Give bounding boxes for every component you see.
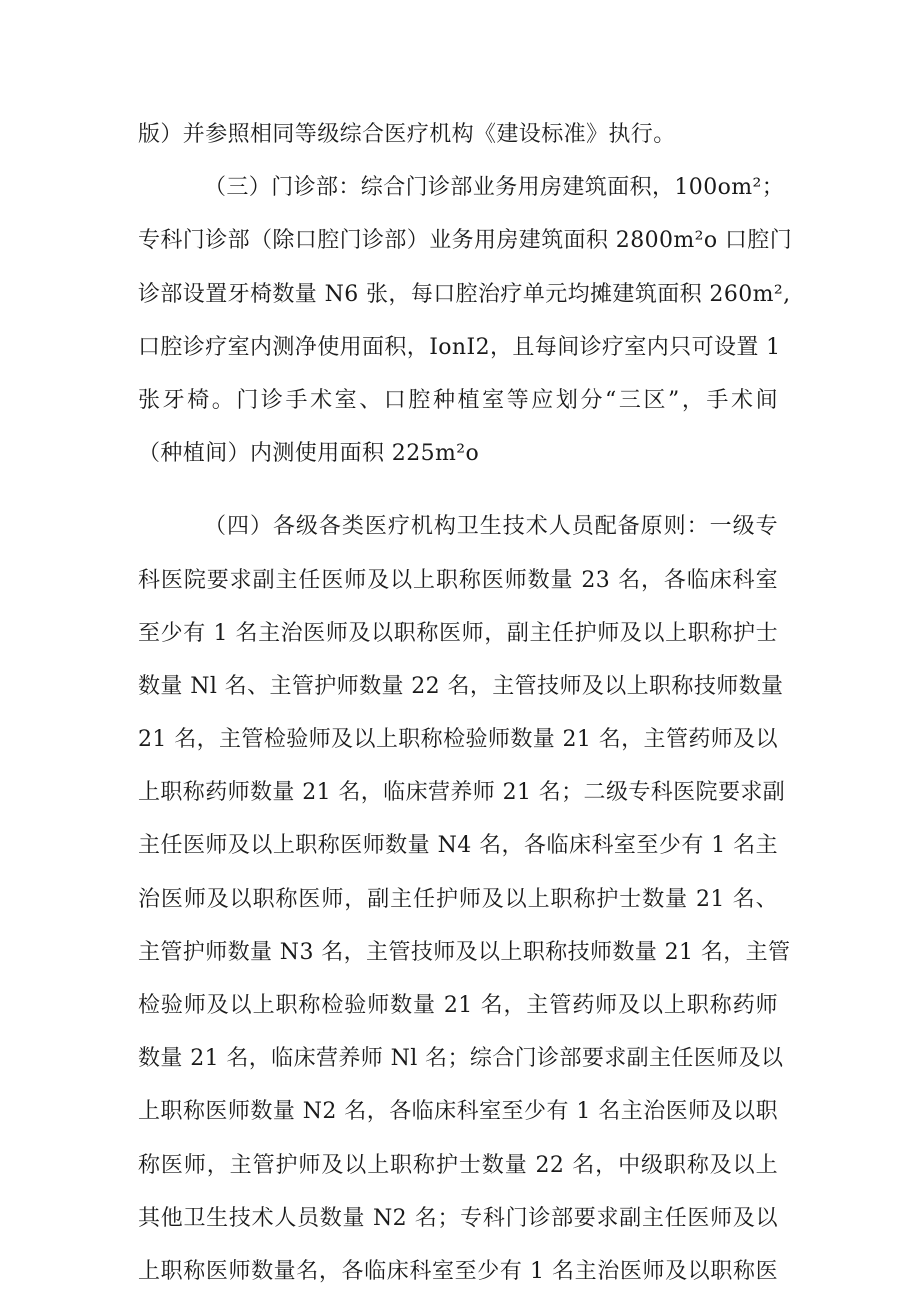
document-page [138, 108, 793, 1298]
text-line: 主任医师及以上职称医师数量 N4 名，各临床科室至少有 1 名主 [138, 833, 778, 859]
text-line: 数量 Nl 名、主管护师数量 22 名，主管技师及以上职称技师数量 [138, 673, 784, 699]
text-line: 其他卫生技术人员数量 N2 名；专科门诊部要求副主任医师及以 [138, 1205, 778, 1231]
text-line: 专科门诊部（除口腔门诊部）业务用房建筑面积 2800m²o 口腔门 [138, 228, 793, 254]
paragraph-3-clinic [138, 161, 793, 480]
text-line: 治医师及以职称医师，副主任护师及以上职称护士数量 21 名、 [138, 886, 778, 912]
text-line: 口腔诊疗室内测净使用面积，IonI2，且每间诊疗室内只可设置 1 [138, 334, 781, 360]
paragraph-gap [138, 480, 778, 500]
paragraph-4-staffing [138, 500, 791, 1298]
paragraph-2-tail [138, 108, 778, 161]
text-line: （四）各级各类医疗机构卫生技术人员配备原则：一级专 [204, 514, 778, 540]
text-line: 上职称医师数量名，各临床科室至少有 1 名主治医师及以职称医 [138, 1258, 778, 1284]
text-line: 主管护师数量 N3 名，主管技师及以上职称技师数量 21 名，主管 [138, 939, 791, 965]
text-line: 上职称药师数量 21 名，临床营养师 21 名；二级专科医院要求副 [138, 780, 786, 806]
text-line: 版）并参照相同等级综合医疗机构《建设标准》执行。 [138, 122, 676, 147]
text-line: 至少有 1 名主治医师及以职称医师，副主任护师及以上职称护士 [138, 620, 778, 646]
text-line: 称医师，主管护师及以上职称护士数量 22 名，中级职称及以上 [138, 1152, 778, 1178]
text-line: （三）门诊部：综合门诊部业务用房建筑面积，100om²； [204, 175, 785, 201]
text-line: 检验师及以上职称检验师数量 21 名，主管药师及以上职称药师 [138, 993, 778, 1018]
text-line: 诊部设置牙椅数量 N6 张，每口腔治疗单元均摊建筑面积 260m², [138, 281, 791, 307]
text-line: 上职称医师数量 N2 名，各临床科室至少有 1 名主治医师及以职 [138, 1099, 778, 1125]
text-line: 21 名，主管检验师及以上职称检验师数量 21 名，主管药师及以 [138, 727, 778, 753]
text-line: 张牙椅。门诊手术室、口腔种植室等应划分“三区”，手术间 [138, 387, 778, 413]
text-line: 科医院要求副主任医师及以上职称医师数量 23 名，各临床科室 [138, 567, 778, 593]
text-line: 数量 21 名，临床营养师 Nl 名；综合门诊部要求副主任医师及以 [138, 1046, 784, 1072]
text-line: （种植间）内测使用面积 225m²o [138, 441, 480, 467]
